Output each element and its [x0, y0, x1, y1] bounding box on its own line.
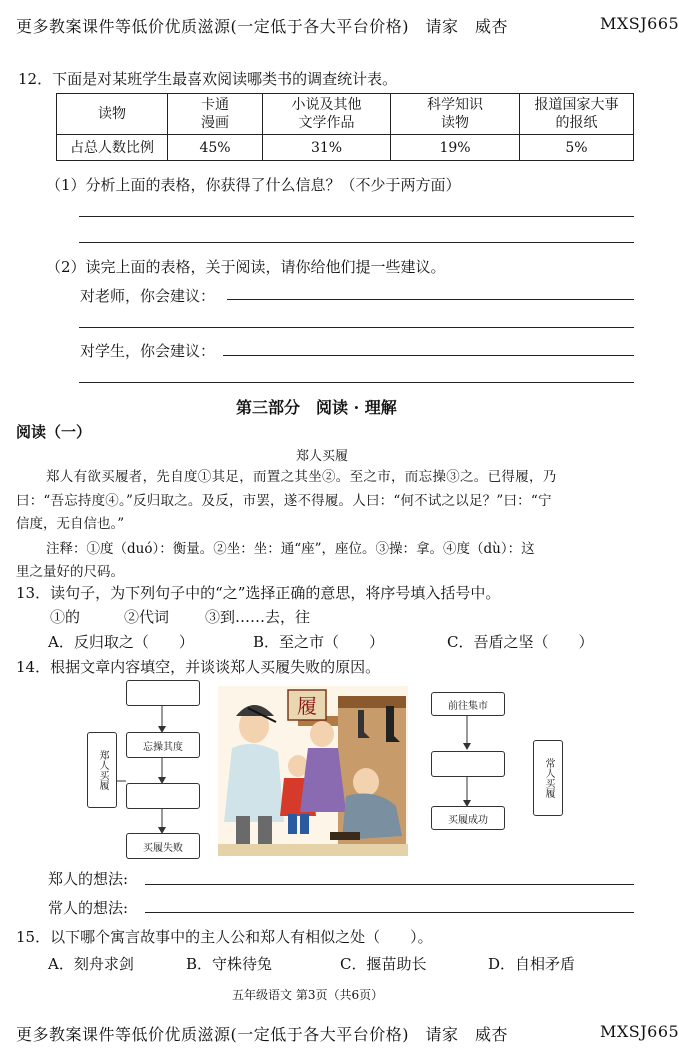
row-cell: 占总人数比例 [57, 135, 168, 161]
left-label: 郑人买履 [97, 750, 108, 790]
q13-option: ②代词 [124, 608, 170, 626]
table-header-row [57, 94, 634, 135]
top-banner-code: MXSJ665 [600, 14, 679, 33]
q15-option-d[interactable]: D．自相矛盾 [488, 955, 576, 973]
flow-box-2 [126, 732, 200, 758]
shop-sign: 履 [297, 694, 317, 718]
answer-line[interactable] [227, 299, 634, 300]
answer-line[interactable] [223, 355, 634, 356]
answer-line[interactable] [79, 382, 634, 383]
right-flow-box-3 [431, 806, 505, 830]
shoe-shop-illustration [218, 686, 408, 856]
right-flow-box-1 [431, 692, 505, 716]
passage-line: 曰：“吾忘持度④。”反归取之。及反，市罢，遂不得履。人曰：“何不试之以足？”曰：“宁 [16, 493, 552, 509]
answer-line[interactable] [145, 884, 634, 885]
answer-line[interactable] [79, 327, 634, 328]
right-label: 常人买履 [543, 758, 554, 798]
q12-sub1: （1）分析上面的表格，你获得了什么信息？（不少于两方面） [46, 176, 461, 194]
page-footer: 五年级语文 第3页（共6页） [232, 988, 384, 1002]
zheng-prompt: 郑人的想法: [48, 870, 129, 888]
teacher-prompt: 对老师，你会建议： [80, 287, 216, 305]
answer-line[interactable] [79, 242, 634, 243]
q13-item-b[interactable]: B．至之市（ ） [253, 633, 385, 651]
passage-line: 信度，无自信也。” [16, 516, 125, 532]
row-cell: 19% [391, 135, 520, 161]
header-cell: 读物 [57, 94, 168, 135]
answer-line[interactable] [145, 912, 634, 913]
right-label-box [533, 740, 563, 816]
row-cell: 31% [263, 135, 391, 161]
bottom-banner-text: 更多教案课件等低价优质滋源(一定低于各大平台价格) 请家 威杏 [16, 1025, 508, 1044]
flow-box-4 [126, 833, 200, 859]
table-row [57, 135, 634, 161]
section-title: 第三部分 阅读 · 理解 [236, 398, 397, 417]
q13-option: ①的 [50, 608, 81, 626]
q15-title: 15．以下哪个寓言故事中的主人公和郑人有相似之处（ ）。 [16, 928, 433, 946]
q13-title: 13．读句子，为下列句子中的“之”选择正确的意思，将序号填入括号中。 [16, 584, 501, 602]
passage-title: 郑人买履 [296, 449, 349, 464]
right-blank-box[interactable] [431, 751, 505, 777]
flow-box-2-label: 忘操其度 [143, 741, 183, 753]
q12-sub2: （2）读完上面的表格，关于阅读，请你给他们提一些建议。 [46, 258, 446, 276]
blank-box-3[interactable] [126, 783, 200, 809]
q15-option-b[interactable]: B．守株待兔 [186, 955, 273, 973]
row-cell: 45% [168, 135, 263, 161]
reading-heading: 阅读（一） [16, 423, 92, 441]
q12-title: 12．下面是对某班学生最喜欢阅读哪类书的调查统计表。 [18, 70, 398, 88]
q15-option-a[interactable]: A．刻舟求剑 [48, 955, 134, 973]
header-cell: 卡通 漫画 [168, 94, 263, 135]
note-line: 里之量好的尺码。 [16, 564, 124, 580]
bottom-banner-code: MXSJ665 [600, 1022, 679, 1041]
q13-item-a[interactable]: A．反归取之（ ） [48, 633, 194, 651]
survey-table [56, 93, 634, 161]
flow-box-4-label: 买履失败 [143, 842, 183, 854]
right-flow-box-3-label: 买履成功 [448, 814, 488, 826]
right-flow-box-1-label: 前往集市 [448, 700, 488, 712]
blank-box-1[interactable] [126, 680, 200, 706]
q13-option: ③到……去，往 [205, 608, 311, 626]
note-line: 注释：①度（duó）：衡量。②坐：坐：通“座”，座位。③操：拿。④度（dù）：这 [46, 541, 535, 557]
top-banner-text: 更多教案课件等低价优质滋源(一定低于各大平台价格) 请家 威杏 [16, 17, 508, 36]
row-cell: 5% [520, 135, 634, 161]
chang-prompt: 常人的想法: [48, 899, 129, 917]
header-cell: 科学知识 读物 [391, 94, 520, 135]
header-cell: 小说及其他 文学作品 [263, 94, 391, 135]
q14-title: 14．根据文章内容填空，并谈谈郑人买履失败的原因。 [16, 658, 381, 676]
q13-item-c[interactable]: C．吾盾之坚（ ） [447, 633, 594, 651]
left-label-box [87, 732, 117, 808]
answer-line[interactable] [79, 216, 634, 217]
header-cell: 报道国家大事 的报纸 [520, 94, 634, 135]
passage-line: 郑人有欲买履者，先自度①其足，而置之其坐②。至之市，而忘操③之。已得履，乃 [46, 469, 557, 485]
q15-option-c[interactable]: C．揠苗助长 [340, 955, 427, 973]
student-prompt: 对学生，你会建议： [80, 342, 216, 360]
